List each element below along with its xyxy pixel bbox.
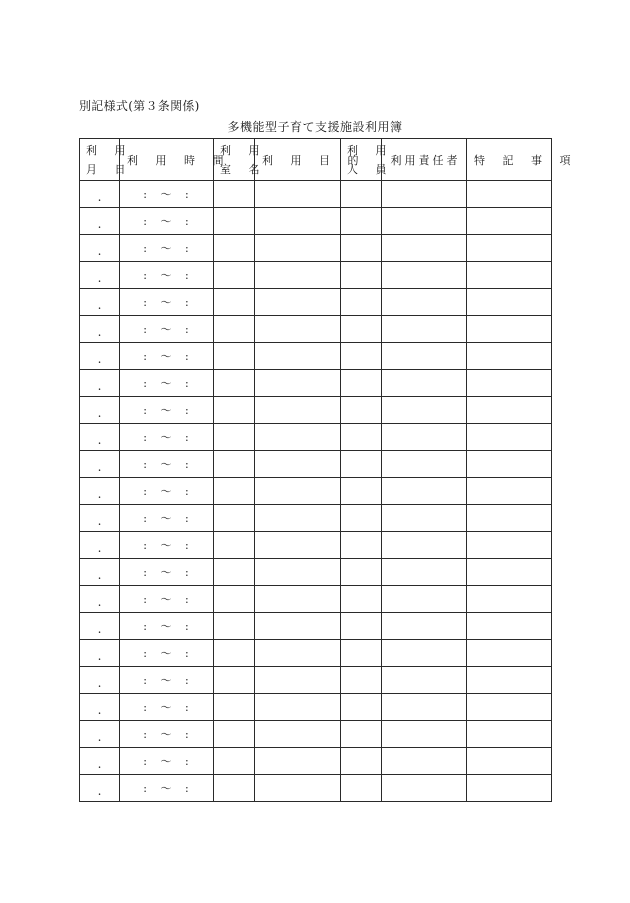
time-cell-text: : 〜 : xyxy=(143,350,190,363)
date-cell-text: . xyxy=(97,271,102,285)
time-cell[interactable] xyxy=(120,748,214,775)
people-cell[interactable] xyxy=(341,505,382,532)
date-cell[interactable] xyxy=(80,343,120,370)
time-cell[interactable] xyxy=(120,235,214,262)
date-cell-text: . xyxy=(97,244,102,258)
people-cell[interactable] xyxy=(341,181,382,208)
room-cell[interactable] xyxy=(214,775,255,802)
notes-cell[interactable] xyxy=(467,370,552,397)
time-cell-text: : 〜 : xyxy=(143,215,190,228)
room-cell[interactable] xyxy=(214,397,255,424)
header-usage-purpose: 利 用 目 的 xyxy=(255,139,341,181)
purpose-cell[interactable] xyxy=(255,775,341,802)
notes-cell[interactable] xyxy=(467,424,552,451)
room-cell[interactable] xyxy=(214,694,255,721)
date-cell[interactable] xyxy=(80,181,120,208)
time-cell-text: : 〜 : xyxy=(143,188,190,201)
time-cell-text: : 〜 : xyxy=(143,620,190,633)
responsible-cell[interactable] xyxy=(382,289,467,316)
room-cell[interactable] xyxy=(214,262,255,289)
people-cell[interactable] xyxy=(341,478,382,505)
people-cell[interactable] xyxy=(341,424,382,451)
responsible-cell[interactable] xyxy=(382,640,467,667)
date-cell[interactable] xyxy=(80,667,120,694)
header-usage-time: 利 用 時 間 xyxy=(120,139,214,181)
people-cell[interactable] xyxy=(341,316,382,343)
time-cell[interactable] xyxy=(120,559,214,586)
notes-cell[interactable] xyxy=(467,505,552,532)
table-row xyxy=(80,208,552,235)
people-cell[interactable] xyxy=(341,235,382,262)
form-caption: 別記様式(第３条関係) xyxy=(79,99,200,113)
room-cell[interactable] xyxy=(214,667,255,694)
date-cell-text: . xyxy=(97,595,102,609)
time-cell[interactable] xyxy=(120,424,214,451)
room-cell[interactable] xyxy=(214,343,255,370)
time-cell-text: : 〜 : xyxy=(143,458,190,471)
purpose-cell[interactable] xyxy=(255,505,341,532)
date-cell-text: . xyxy=(97,784,102,798)
time-cell[interactable] xyxy=(120,316,214,343)
table-row xyxy=(80,613,552,640)
people-cell[interactable] xyxy=(341,370,382,397)
purpose-cell[interactable] xyxy=(255,343,341,370)
notes-cell[interactable] xyxy=(467,289,552,316)
purpose-cell[interactable] xyxy=(255,640,341,667)
date-cell-text: . xyxy=(97,352,102,366)
room-cell[interactable] xyxy=(214,451,255,478)
date-cell-text: . xyxy=(97,541,102,555)
responsible-cell[interactable] xyxy=(382,748,467,775)
room-cell[interactable] xyxy=(214,208,255,235)
table-row xyxy=(80,289,552,316)
time-cell-text: : 〜 : xyxy=(143,647,190,660)
header-usage-date-line-1: 利 用 xyxy=(86,143,133,157)
notes-cell[interactable] xyxy=(467,208,552,235)
time-cell-text: : 〜 : xyxy=(143,728,190,741)
notes-cell[interactable] xyxy=(467,721,552,748)
purpose-cell[interactable] xyxy=(255,397,341,424)
time-cell[interactable] xyxy=(120,289,214,316)
table-row xyxy=(80,370,552,397)
notes-cell[interactable] xyxy=(467,181,552,208)
date-cell[interactable] xyxy=(80,694,120,721)
responsible-cell[interactable] xyxy=(382,613,467,640)
responsible-cell[interactable] xyxy=(382,397,467,424)
date-cell-text: . xyxy=(97,757,102,771)
date-cell[interactable] xyxy=(80,235,120,262)
purpose-cell[interactable] xyxy=(255,262,341,289)
table-row xyxy=(80,478,552,505)
table-row xyxy=(80,721,552,748)
date-cell-text: . xyxy=(97,622,102,636)
date-cell-text: . xyxy=(97,217,102,231)
room-cell[interactable] xyxy=(214,748,255,775)
notes-cell[interactable] xyxy=(467,640,552,667)
date-cell-text: . xyxy=(97,703,102,717)
purpose-cell[interactable] xyxy=(255,424,341,451)
time-cell[interactable] xyxy=(120,586,214,613)
time-cell[interactable] xyxy=(120,451,214,478)
date-cell-text: . xyxy=(97,568,102,582)
date-cell-text: . xyxy=(97,325,102,339)
time-cell[interactable] xyxy=(120,640,214,667)
header-row xyxy=(80,139,552,181)
responsible-cell[interactable] xyxy=(382,559,467,586)
notes-cell[interactable] xyxy=(467,532,552,559)
people-cell[interactable] xyxy=(341,640,382,667)
responsible-cell[interactable] xyxy=(382,235,467,262)
notes-cell[interactable] xyxy=(467,262,552,289)
time-cell-text: : 〜 : xyxy=(143,674,190,687)
notes-cell[interactable] xyxy=(467,775,552,802)
purpose-cell[interactable] xyxy=(255,289,341,316)
purpose-cell[interactable] xyxy=(255,721,341,748)
table-row xyxy=(80,505,552,532)
responsible-cell[interactable] xyxy=(382,343,467,370)
header-usage-date xyxy=(80,139,133,181)
date-cell[interactable] xyxy=(80,370,120,397)
responsible-cell[interactable] xyxy=(382,721,467,748)
time-cell[interactable] xyxy=(120,208,214,235)
date-cell[interactable] xyxy=(80,532,120,559)
room-cell[interactable] xyxy=(214,586,255,613)
time-cell-text: : 〜 : xyxy=(143,566,190,579)
date-cell[interactable] xyxy=(80,316,120,343)
date-cell[interactable] xyxy=(80,397,120,424)
time-cell[interactable] xyxy=(120,532,214,559)
room-cell[interactable] xyxy=(214,640,255,667)
date-cell-text: . xyxy=(97,406,102,420)
responsible-cell[interactable] xyxy=(382,208,467,235)
date-cell-text: . xyxy=(97,730,102,744)
header-number-of-people-line-1: 利 用 xyxy=(347,143,394,157)
time-cell[interactable] xyxy=(120,397,214,424)
room-cell[interactable] xyxy=(214,181,255,208)
responsible-cell[interactable] xyxy=(382,505,467,532)
time-cell[interactable] xyxy=(120,262,214,289)
time-cell[interactable] xyxy=(120,613,214,640)
notes-cell[interactable] xyxy=(467,586,552,613)
table-row xyxy=(80,559,552,586)
table-row xyxy=(80,694,552,721)
notes-cell[interactable] xyxy=(467,451,552,478)
responsible-cell[interactable] xyxy=(382,424,467,451)
date-cell[interactable] xyxy=(80,721,120,748)
time-cell-text: : 〜 : xyxy=(143,431,190,444)
date-cell[interactable] xyxy=(80,289,120,316)
time-cell-text: : 〜 : xyxy=(143,485,190,498)
people-cell[interactable] xyxy=(341,667,382,694)
time-cell[interactable] xyxy=(120,181,214,208)
date-cell[interactable] xyxy=(80,208,120,235)
people-cell[interactable] xyxy=(341,397,382,424)
date-cell-text: . xyxy=(97,649,102,663)
responsible-cell[interactable] xyxy=(382,694,467,721)
notes-cell[interactable] xyxy=(467,748,552,775)
people-cell[interactable] xyxy=(341,721,382,748)
people-cell[interactable] xyxy=(341,613,382,640)
responsible-cell[interactable] xyxy=(382,667,467,694)
room-cell[interactable] xyxy=(214,289,255,316)
date-cell-text: . xyxy=(97,379,102,393)
time-cell[interactable] xyxy=(120,694,214,721)
date-cell-text: . xyxy=(97,190,102,204)
responsible-cell[interactable] xyxy=(382,316,467,343)
time-cell[interactable] xyxy=(120,775,214,802)
room-cell[interactable] xyxy=(214,424,255,451)
date-cell-text: . xyxy=(97,514,102,528)
header-number-of-people-line-2: 人 員 xyxy=(347,162,394,176)
table-row xyxy=(80,424,552,451)
table-row xyxy=(80,748,552,775)
purpose-cell[interactable] xyxy=(255,316,341,343)
people-cell[interactable] xyxy=(341,694,382,721)
responsible-cell[interactable] xyxy=(382,586,467,613)
header-room-name-line-2: 室 名 xyxy=(220,162,267,176)
table-row xyxy=(80,343,552,370)
time-cell-text: : 〜 : xyxy=(143,539,190,552)
table-row xyxy=(80,397,552,424)
purpose-cell[interactable] xyxy=(255,370,341,397)
header-usage-date-line-2: 月 日 xyxy=(86,162,133,176)
purpose-cell[interactable] xyxy=(255,532,341,559)
header-number-of-people xyxy=(341,139,394,181)
people-cell[interactable] xyxy=(341,748,382,775)
people-cell[interactable] xyxy=(341,451,382,478)
notes-cell[interactable] xyxy=(467,667,552,694)
time-cell-text: : 〜 : xyxy=(143,242,190,255)
date-cell[interactable] xyxy=(80,640,120,667)
table-row xyxy=(80,667,552,694)
time-cell-text: : 〜 : xyxy=(143,755,190,768)
time-cell[interactable] xyxy=(120,370,214,397)
time-cell[interactable] xyxy=(120,505,214,532)
time-cell-text: : 〜 : xyxy=(143,269,190,282)
room-cell[interactable] xyxy=(214,235,255,262)
date-cell[interactable] xyxy=(80,748,120,775)
people-cell[interactable] xyxy=(341,559,382,586)
notes-cell[interactable] xyxy=(467,235,552,262)
notes-cell[interactable] xyxy=(467,694,552,721)
header-room-name xyxy=(214,139,267,181)
responsible-cell[interactable] xyxy=(382,775,467,802)
purpose-cell[interactable] xyxy=(255,586,341,613)
room-cell[interactable] xyxy=(214,316,255,343)
room-cell[interactable] xyxy=(214,532,255,559)
table-row xyxy=(80,316,552,343)
date-cell[interactable] xyxy=(80,505,120,532)
header-responsible-person: 利用責任者 xyxy=(382,139,467,181)
people-cell[interactable] xyxy=(341,289,382,316)
time-cell[interactable] xyxy=(120,721,214,748)
date-cell[interactable] xyxy=(80,559,120,586)
time-cell[interactable] xyxy=(120,343,214,370)
date-cell[interactable] xyxy=(80,775,120,802)
date-cell-text: . xyxy=(97,433,102,447)
table-row xyxy=(80,640,552,667)
date-cell[interactable] xyxy=(80,586,120,613)
form-title: 多機能型子育て支援施設利用簿 xyxy=(227,120,403,134)
table-row xyxy=(80,262,552,289)
notes-cell[interactable] xyxy=(467,343,552,370)
notes-cell[interactable] xyxy=(467,478,552,505)
people-cell[interactable] xyxy=(341,586,382,613)
time-cell-text: : 〜 : xyxy=(143,296,190,309)
people-cell[interactable] xyxy=(341,532,382,559)
time-cell-text: : 〜 : xyxy=(143,404,190,417)
people-cell[interactable] xyxy=(341,343,382,370)
time-cell-text: : 〜 : xyxy=(143,323,190,336)
table-row xyxy=(80,586,552,613)
date-cell-text: . xyxy=(97,676,102,690)
date-cell[interactable] xyxy=(80,478,120,505)
date-cell[interactable] xyxy=(80,424,120,451)
responsible-cell[interactable] xyxy=(382,181,467,208)
purpose-cell[interactable] xyxy=(255,208,341,235)
purpose-cell[interactable] xyxy=(255,451,341,478)
room-cell[interactable] xyxy=(214,559,255,586)
time-cell-text: : 〜 : xyxy=(143,377,190,390)
responsible-cell[interactable] xyxy=(382,370,467,397)
time-cell-text: : 〜 : xyxy=(143,512,190,525)
table-row xyxy=(80,532,552,559)
date-cell-text: . xyxy=(97,487,102,501)
time-cell-text: : 〜 : xyxy=(143,782,190,795)
room-cell[interactable] xyxy=(214,370,255,397)
date-cell[interactable] xyxy=(80,451,120,478)
notes-cell[interactable] xyxy=(467,559,552,586)
room-cell[interactable] xyxy=(214,478,255,505)
people-cell[interactable] xyxy=(341,208,382,235)
people-cell[interactable] xyxy=(341,775,382,802)
usage-log-table xyxy=(79,138,578,802)
date-cell-text: . xyxy=(97,460,102,474)
room-cell[interactable] xyxy=(214,721,255,748)
time-cell-text: : 〜 : xyxy=(143,701,190,714)
time-cell[interactable] xyxy=(120,667,214,694)
purpose-cell[interactable] xyxy=(255,478,341,505)
date-cell[interactable] xyxy=(80,262,120,289)
time-cell-text: : 〜 : xyxy=(143,593,190,606)
header-special-notes: 特 記 事 項 xyxy=(467,139,552,181)
purpose-cell[interactable] xyxy=(255,748,341,775)
purpose-cell[interactable] xyxy=(255,559,341,586)
responsible-cell[interactable] xyxy=(382,451,467,478)
notes-cell[interactable] xyxy=(467,397,552,424)
purpose-cell[interactable] xyxy=(255,694,341,721)
table-row xyxy=(80,235,552,262)
table-row xyxy=(80,775,552,802)
notes-cell[interactable] xyxy=(467,613,552,640)
header-room-name-line-1: 利 用 xyxy=(220,143,267,157)
room-cell[interactable] xyxy=(214,505,255,532)
responsible-cell[interactable] xyxy=(382,262,467,289)
people-cell[interactable] xyxy=(341,262,382,289)
purpose-cell[interactable] xyxy=(255,235,341,262)
table-row xyxy=(80,181,552,208)
purpose-cell[interactable] xyxy=(255,613,341,640)
responsible-cell[interactable] xyxy=(382,532,467,559)
purpose-cell[interactable] xyxy=(255,667,341,694)
usage-log-body xyxy=(80,181,552,802)
notes-cell[interactable] xyxy=(467,316,552,343)
responsible-cell[interactable] xyxy=(382,478,467,505)
purpose-cell[interactable] xyxy=(255,181,341,208)
room-cell[interactable] xyxy=(214,613,255,640)
date-cell-text: . xyxy=(97,298,102,312)
table-row xyxy=(80,451,552,478)
date-cell[interactable] xyxy=(80,613,120,640)
time-cell[interactable] xyxy=(120,478,214,505)
